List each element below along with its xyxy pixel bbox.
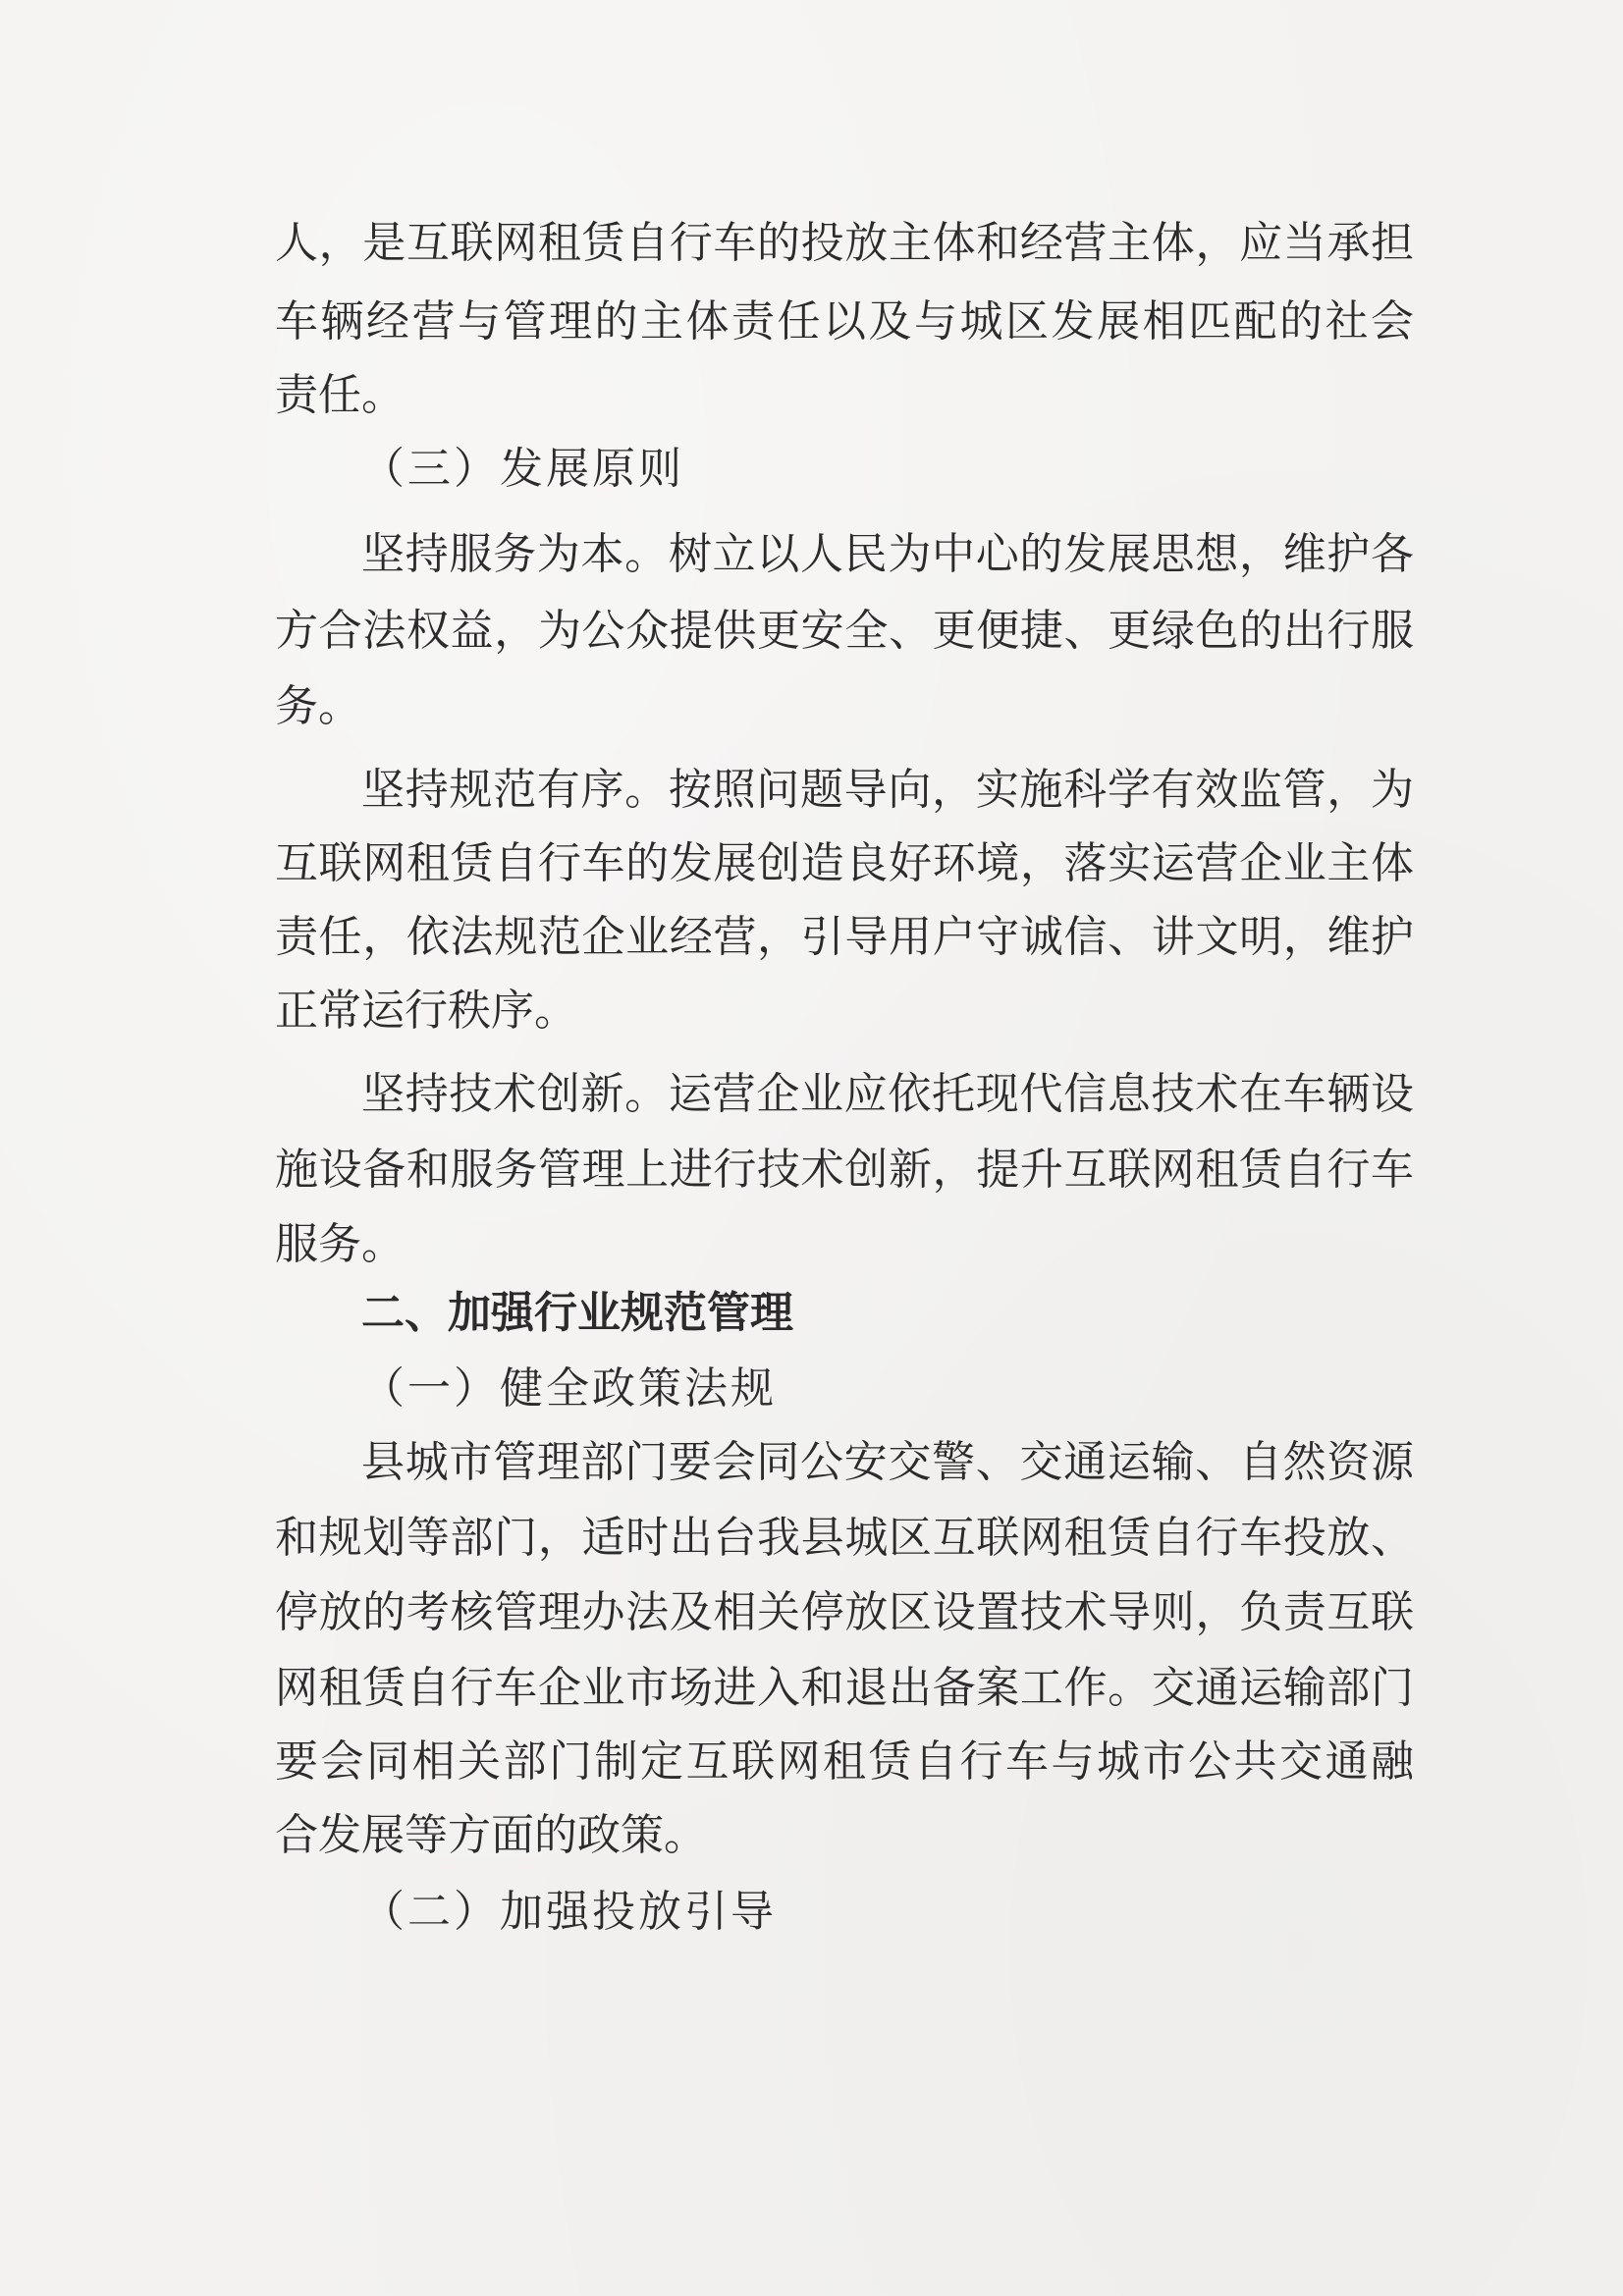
body-text-line: 方合法权益，为公众提供更安全、更便捷、更绿色的出行服 [275,606,1414,656]
body-text-line: 要会同相关部门制定互联网租赁自行车与城市公共交通融 [275,1736,1414,1787]
body-text-line: 人，是互联网租赁自行车的投放主体和经营主体，应当承担 [275,218,1414,268]
body-text-line: 务。 [275,681,361,731]
section-heading: 二、加强行业规范管理 [361,1288,793,1338]
body-text-line: 责任。 [275,370,405,420]
body-text-line: 县城市管理部门要会同公安交警、交通运输、自然资源 [361,1437,1414,1487]
section-subheading: （二）加强投放引导 [361,1887,777,1937]
body-text-line: 坚持技术创新。运营企业应依托现代信息技术在车辆设 [361,1069,1414,1119]
section-subheading: （三）发展原则 [361,444,684,494]
body-text-line: 坚持服务为本。树立以人民为中心的发展思想，维护各 [361,529,1414,579]
body-text-line: 和规划等部门，适时出台我县城区互联网租赁自行车投放、 [275,1513,1414,1563]
section-subheading: （一）健全政策法规 [361,1363,777,1414]
body-text-line: 互联网租赁自行车的发展创造良好环境，落实运营企业主体 [275,838,1414,888]
body-text-line: 合发展等方面的政策。 [275,1810,707,1860]
body-text-line: 责任，依法规范企业经营，引导用户守诚信、讲文明，维护 [275,912,1414,962]
body-text-line: 坚持规范有序。按照问题导向，实施科学有效监管，为 [361,765,1414,815]
body-text-line: 车辆经营与管理的主体责任以及与城区发展相匹配的社会 [275,296,1414,347]
body-text-line: 停放的考核管理办法及相关停放区设置技术导则，负责互联 [275,1587,1414,1637]
body-text-line: 施设备和服务管理上进行技术创新，提升互联网租赁自行车 [275,1145,1414,1195]
body-text-line: 正常运行秩序。 [275,986,577,1036]
body-text-line: 服务。 [275,1219,405,1269]
body-text-line: 网租赁自行车企业市场进入和退出备案工作。交通运输部门 [275,1663,1414,1713]
